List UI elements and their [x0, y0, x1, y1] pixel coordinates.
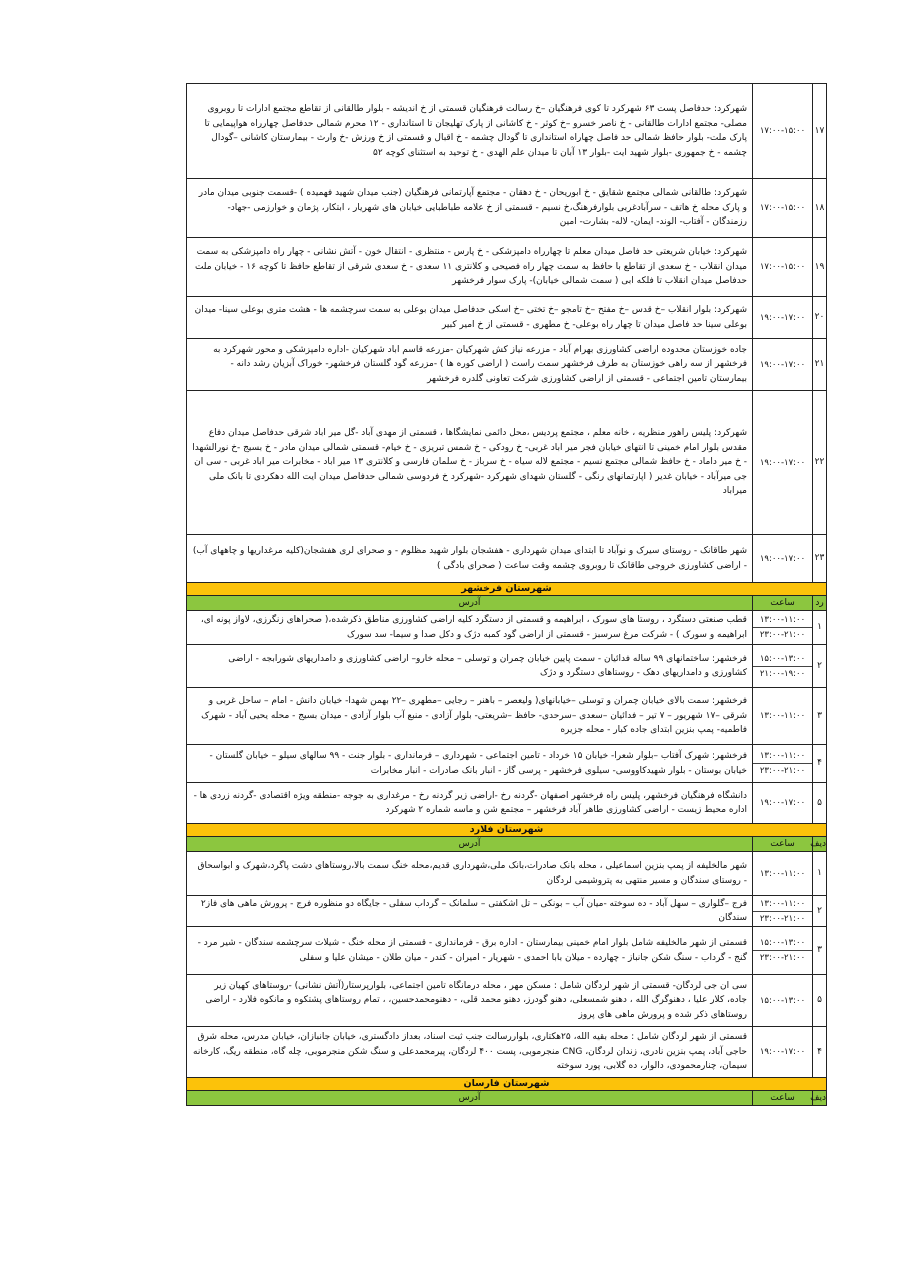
- table-row: [187, 852, 827, 896]
- column-header-row: [187, 1091, 827, 1106]
- row-number: ۵: [813, 975, 827, 1027]
- time-range: ۱۳:۰۰-۱۱:۰۰: [759, 615, 806, 625]
- table-row: [187, 745, 827, 783]
- time-cell: [753, 84, 813, 179]
- time-range: ۱۹:۰۰-۱۷:۰۰: [759, 1047, 806, 1057]
- table-row: [187, 688, 827, 745]
- column-header-row: [187, 596, 827, 611]
- row-number: ۲۱: [813, 339, 827, 391]
- time-range: ۱۵:۰۰-۱۳:۰۰: [759, 938, 806, 948]
- row-number: ۳: [813, 927, 827, 975]
- time-cell: [753, 975, 813, 1027]
- table-row: [187, 645, 827, 688]
- table-row: [187, 238, 827, 297]
- time-range: ۱۷:۰۰-۱۵:۰۰: [759, 126, 806, 136]
- address-cell: شهرکرد: طالقانی شمالی مجتمع شقایق - خ ابوریحان - خ دهقان - مجتمع آپارتمانی فرهنگیان (جنب میدان شهید فهمیده ) -قسمت جنوبی میدان مادر و پارک محله خ هاتف - سرآبادغربی بلوارفرهنگ،خ نسیم - قسمتی از خ علامه طباطبایی خیابان های شهریار ، ابتکار، پژمان و خوارزمی -جهاد- رزمندگان - آفتاب- الوند- ایمان- لاله- بشارت- امین: [187, 179, 753, 238]
- time-cell: [753, 339, 813, 391]
- time-cell: [753, 1027, 813, 1078]
- time-range: ۱۳:۰۰-۱۱:۰۰: [759, 868, 806, 879]
- table-row: [187, 1027, 827, 1078]
- header-address: آدرس: [187, 1091, 753, 1106]
- table-row: [187, 783, 827, 824]
- address-cell: دانشگاه فرهنگیان فرخشهر، پلیس راه فرخشهر اصفهان -گردنه رخ -اراضی زیر گردنه رخ - مرغداری به جوجه -منطقه ویژه اقتصادی -گردنه زردی ها - اداره محیط زیست - اراضی کشاورزی طاهر آباد فرخشهر – مجتمع شن و ماسه شماره ۲ شهرکرد: [187, 783, 753, 824]
- table-row: [187, 179, 827, 238]
- time-range: ۱۹:۰۰-۱۷:۰۰: [759, 457, 806, 468]
- header-time: ساعت: [753, 1091, 813, 1106]
- time-range: ۲۳:۰۰-۲۱:۰۰: [753, 763, 812, 778]
- address-cell: شهر طاقانک - روستای سیرک و نوآباد تا ابتدای میدان شهرداری - هفشجان بلوار شهید مظلوم - و صحرای لری هفشجان(کلیه مرغداریها و چاههای آب) - اراضی کشاورزی خروجی طاقانک تا روبروی چشمه وقت ساعت ( صحرای بادگی ): [187, 535, 753, 583]
- row-number: ۴: [813, 1027, 827, 1078]
- time-cell: [753, 783, 813, 824]
- address-cell: فرخشهر: شهرک آفتاب –بلوار شعرا- خیابان ۱۵ خرداد - تامین اجتماعی - شهرداری – فرمانداری - بلوار جنت - ۹۹ سالهای سیلو – خیابان گلستان - خیابان بوستان - بلوار شهیدکاووسی- سیلوی فرخشهر - پرسی گاز - انبار بانک صادرات - انبار مخابرات: [187, 745, 753, 783]
- time-cell: [753, 179, 813, 238]
- table-row: [187, 927, 827, 975]
- row-number: ۲۰: [813, 297, 827, 339]
- schedule-table: [186, 83, 827, 1106]
- time-cell: [753, 297, 813, 339]
- address-cell: شهرکرد: حدفاصل پست ۶۳ شهرکرد تا کوی فرهنگیان –خ رسالت فرهنگیان قسمتی از خ اندیشه - بلوار طالقانی از تقاطع مجتمع ادارات تا روبروی مصلی- مجتمع ادارات طالقانی - خ ناصر خسرو –خ کوثر - خ کاشانی از پارک تهلیجان تا استانداری - ۱۲ محرم شمالی حدفاصل چهارراه هواپیمایی تا پارک ملت- بلوار حافظ شمالی حد فاصل چهاراه استانداری تا گودال چشمه - خ اقبال و قسمتی از خ ورزش -خ وارث - بیمارستان کاشانی –گودال چشمه - خ جمهوری -بلوار شهید ایت -بلوار ۱۳ آبان تا میدان علم الهدی - خ توحید به استثنای کوچه ۵۲: [187, 84, 753, 179]
- address-cell: قسمتی از شهر لردگان شامل : محله بقیه الله، ۲۵هکتاری، بلواررسالت جنب ثبت اسناد، بعداز دادگستری، خیابان جانبازان، خیابان مدرس، محله شرق حاجی آباد، پمپ بنزین نادری، زندان لردگان، CNG منجرموبی، پست ۴۰۰ لردگان، پیرمحمدعلی و سنگ شکن منجرموبی، چله گاه، منطقه ریگ، کارخانه سیمان، چنارمحمودی، دالوار، ده گلابی، پورد سوخته: [187, 1027, 753, 1078]
- table-row: [187, 297, 827, 339]
- table-row: [187, 611, 827, 645]
- time-cell: [753, 238, 813, 297]
- schedule-body: [187, 84, 827, 1106]
- header-row-number: دیف: [813, 837, 827, 852]
- county-title: شهرستان فارسان: [187, 1078, 827, 1091]
- time-range: ۲۳:۰۰-۲۱:۰۰: [753, 627, 812, 642]
- address-cell: شهرکرد: پلیس راهور منظریه ، خانه معلم ، مجتمع پردیس ،محل دائمی نمایشگاها ، قسمتی از مهدی آباد -گل میر اباد شرقی حدفاصل میدان دفاع مقدس بلوار امام خمینی تا انتهای خیابان فجر میر اباد غربی- خ رودکی - خ شمس تبریزی - خ خیام- قسمتی شمالی میدان مادر - خ بسیج -خ نورالشهدا - خ میر داماد - خ حافظ شمالی مجتمع نسیم - مجتمع لاله سیاه - خ سرباز - خ سلمان فارسی و کلانتری ۱۳ میر اباد - مخابرات میر اباد غربی - سی ان جی میرآباد - خیابان غدیر ( اپارتمانهای رنگی - گلستان شهدای شهرکرد -شهرکرد خ فردوسی شمالی حدفاصل میدان ایت الله دهکردی تا بانک ملی میراباد: [187, 391, 753, 535]
- header-row-number: دیف: [813, 1091, 827, 1106]
- address-cell: قسمتی از شهر مالخلیفه شامل بلوار امام خمینی بیمارستان - اداره برق - فرمانداری - قسمتی از محله خنگ - شیلات سرچشمه سندگان - شیر مرد - گنج - گرداب - سنگ شکن جانباز - چهارده - میلان بابا احمدی - شهریار - امیران - کندر - میان طلان - میشان علیا و سفلی: [187, 927, 753, 975]
- time-range: ۱۳:۰۰-۱۱:۰۰: [759, 711, 806, 721]
- address-cell: شهرکرد: بلوار انقلاب –خ قدس –خ مفتح –خ تامجو –خ تختی –خ اسکی حدفاصل میدان بوعلی به سمت سرچشمه ها - هشت متری بوعلی سینا- میدان بوعلی سینا حد فاصل میدان تا چهار راه بوعلی- خ مطهری - قسمتی از خ امیر کبیر: [187, 297, 753, 339]
- table-row: [187, 84, 827, 179]
- time-range: ۱۹:۰۰-۱۷:۰۰: [759, 553, 806, 564]
- header-address: آدرس: [187, 596, 753, 611]
- table-row: [187, 391, 827, 535]
- row-number: ۳: [813, 688, 827, 745]
- time-range: ۱۳:۰۰-۱۱:۰۰: [759, 898, 806, 909]
- row-number: ۵: [813, 783, 827, 824]
- county-title-row: [187, 1078, 827, 1091]
- table-row: [187, 339, 827, 391]
- time-range: ۲۳:۰۰-۲۱:۰۰: [753, 911, 812, 926]
- row-number: ۲: [813, 645, 827, 688]
- row-number: ۱۷: [813, 84, 827, 179]
- county-title-row: [187, 824, 827, 837]
- table-row: [187, 975, 827, 1027]
- row-number: ۲۳: [813, 535, 827, 583]
- address-cell: قطب صنعتی دستگرد ، روستا های سورک ، ابراهیمه و قسمتی از دستگرد کلیه اراضی کشاورزی مناطق ذکرشده،( صحراهای زنگرزی، لاواز پونه ای، ابراهیمه و سورک ) - شرکت مرغ سرسبز - قسمتی از اراضی گود کمبه دژک و دکل صدا و سیما- سد سورک: [187, 611, 753, 645]
- time-range: ۱۵:۰۰-۱۳:۰۰: [759, 995, 806, 1006]
- time-cell: [753, 688, 813, 745]
- time-range: ۱۷:۰۰-۱۵:۰۰: [759, 262, 806, 272]
- row-number: ۲۲: [813, 391, 827, 535]
- time-cell: [753, 896, 813, 927]
- time-cell: [753, 611, 813, 645]
- row-number: ۱: [813, 852, 827, 896]
- time-range: ۱۹:۰۰-۱۷:۰۰: [759, 798, 806, 808]
- table-row: [187, 535, 827, 583]
- time-range: ۱۳:۰۰-۱۱:۰۰: [759, 751, 806, 761]
- county-title-row: [187, 583, 827, 596]
- county-title: شهرستان فرخشهر: [187, 583, 827, 596]
- row-number: ۴: [813, 745, 827, 783]
- time-cell: [753, 745, 813, 783]
- address-cell: سی ان جی لردگان- قسمتی از شهر لردگان شامل : مسکن مهر ، محله درمانگاه تامین اجتماعی، بلوارپرستار(آتش نشانی) -روستاهای کهیان زیر جاده، کلار علیا ، دهنوگرگ الله ، دهنو شمسعلی، دهنو گودرز، دهنو محمد قلی، - دهنومحمدحسین، ، تمام روستاهای پشتکوه و مانکوه فلارد - اراضی روستاهای ذکر شده و پرورش ماهی های پروز: [187, 975, 753, 1027]
- row-number: ۲: [813, 896, 827, 927]
- time-cell: [753, 645, 813, 688]
- row-number: ۱۸: [813, 179, 827, 238]
- header-time: ساعت: [753, 837, 813, 852]
- row-number: ۱۹: [813, 238, 827, 297]
- header-time: ساعت: [753, 596, 813, 611]
- address-cell: شهر مالخلیفه از پمپ بنزین اسماعیلی ، محله بانک صادرات،بانک ملی،شهرداری قدیم،محله خنگ سمت بالا،روستاهای دشت پاگرد،شهرک و ابواسحاق - روستای سندگان و مسیر منتهی به پتروشیمی لردگان: [187, 852, 753, 896]
- time-cell: [753, 927, 813, 975]
- time-range: ۱۷:۰۰-۱۵:۰۰: [759, 203, 806, 213]
- table-row: [187, 896, 827, 927]
- time-cell: [753, 852, 813, 896]
- time-range: ۲۱:۰۰-۱۹:۰۰: [753, 666, 812, 681]
- column-header-row: [187, 837, 827, 852]
- time-range: ۱۵:۰۰-۱۳:۰۰: [759, 653, 806, 664]
- time-cell: [753, 535, 813, 583]
- row-number: ۱: [813, 611, 827, 645]
- county-title: شهرستان فلارد: [187, 824, 827, 837]
- header-row-number: رد: [813, 596, 827, 611]
- time-range: ۱۹:۰۰-۱۷:۰۰: [759, 359, 806, 370]
- address-cell: فرخشهر: سمت بالای خیابان چمران و توسلی –خیابانهای( ولیعصر – باهنر – رجایی –مطهری –۲۲ بهمن شهدا- خیابان دانش - امام – ساحل غربی و شرقی –۱۷ شهریور – ۷ تیر – فدائیان –سعدی –سرحدی- حافظ –شریعتی- بلوار آزادی - منبع آب بلوار آزادی - میدان بسیج - محله یحیی آباد - شهرک فاطمیه- پمپ بنزین ابتدای جاده کبار - محله جزیره: [187, 688, 753, 745]
- address-cell: فرج –گلواری – سهل آباد - ده سوخته -میان آب – بونکی – تل اشکفتی – سلمانک – گرداب سفلی - جایگاه دو منظوره فرج - پرورش ماهی های فاز۲ سندگان: [187, 896, 753, 927]
- time-range: ۲۳:۰۰-۲۱:۰۰: [753, 950, 812, 965]
- address-cell: جاده خوزستان محدوده اراضی کشاورزی بهرام آباد - مزرعه نیاز کش شهرکیان -مزرعه قاسم اباد شهرکیان -اداره دامپزشکی و محور شهرکرد به فرخشهر از سه راهی خوزستان به طرف فرخشهر سمت راست ( اراضی کوره ها ) -مزرعه گود گلستان فرخشهر- خوراک آبزیان رشد دانه - بیمارستان تامین اجتماعی - قسمتی از اراضی کشاورزی شرکت تعاونی گلدره فرخشهر: [187, 339, 753, 391]
- time-cell: [753, 391, 813, 535]
- address-cell: فرخشهر: ساختمانهای ۹۹ ساله فدائیان - سمت پایین خیابان چمران و توسلی – محله خارو– اراضی کشاورزی و دامداریهای شورابجه - اراضی کشاورزی و دامداریهای دهک - روستاهای دستگرد و دژک: [187, 645, 753, 688]
- time-range: ۱۹:۰۰-۱۷:۰۰: [759, 312, 806, 323]
- header-address: آدرس: [187, 837, 753, 852]
- address-cell: شهرکرد: خیابان شریعتی حد فاصل میدان معلم تا چهارراه دامپزشکی - خ پارس - منتظری - انتقال خون - آتش نشانی - چهار راه دامپزشکی به سمت میدان انقلاب - خ سعدی از تقاطع با حافظ به سمت چهار راه فصیحی و کلانتری ۱۱ سعدی - خ سعدی شرقی از تقاطع حافظ تا کوچه ۱۶ - خیابان ملت حدفاصل میدان انقلاب تا فلکه ابی ( سمت شمالی خیابان)- پارک سوار فرخشهر: [187, 238, 753, 297]
- outage-schedule-sheet: [186, 83, 827, 1106]
